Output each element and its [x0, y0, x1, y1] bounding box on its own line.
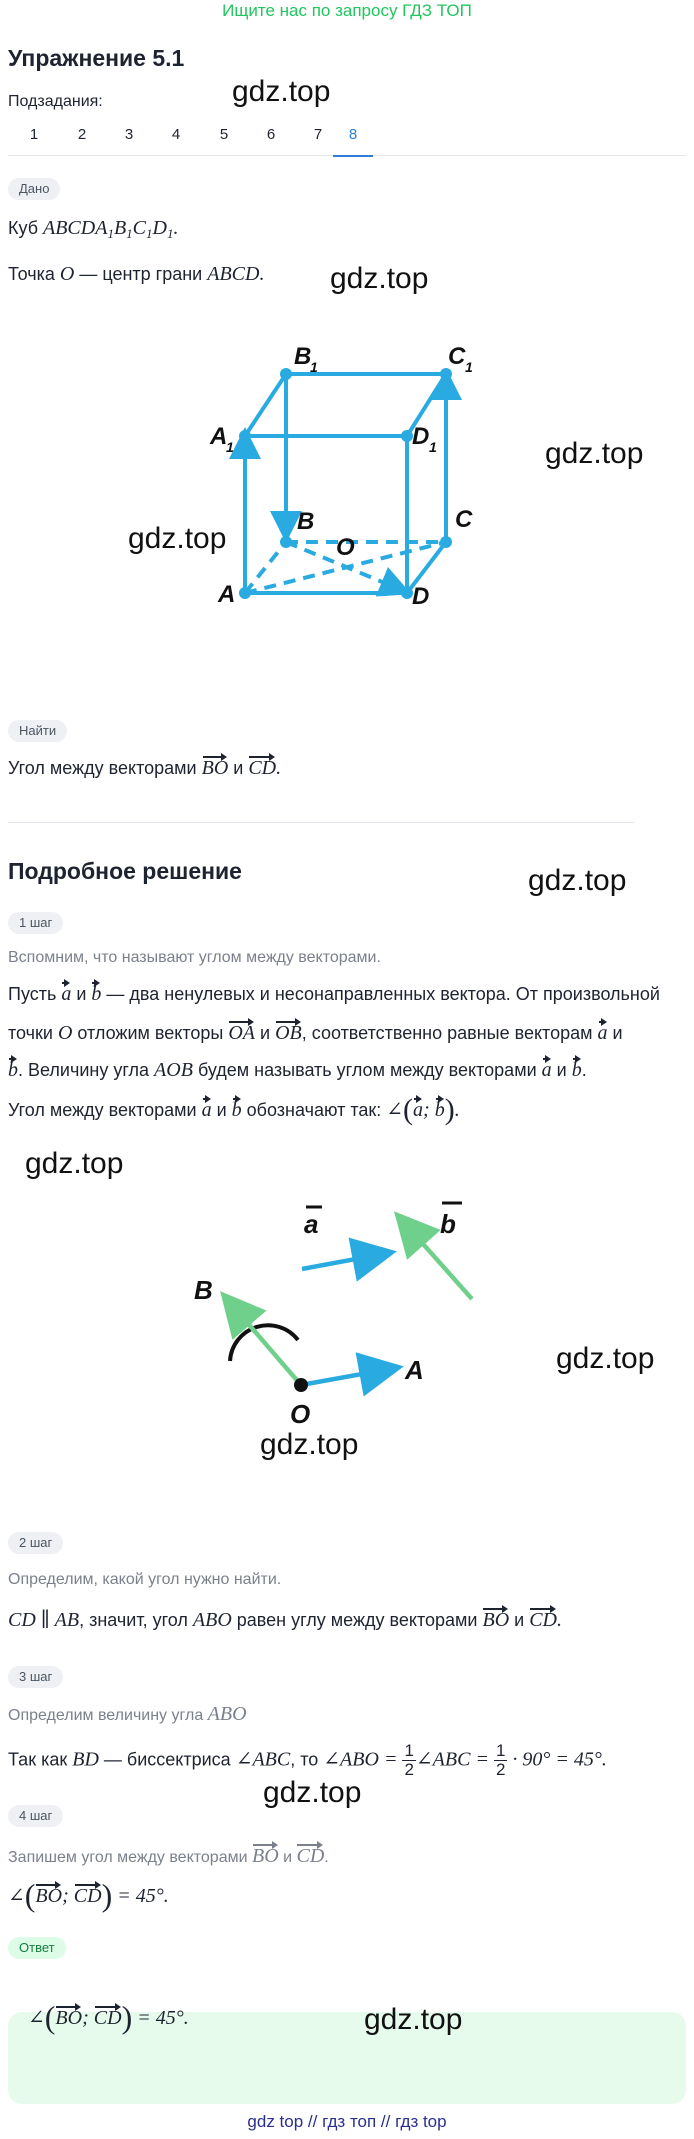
step3-intro — [8, 1702, 247, 1728]
and-text: и — [228, 758, 249, 778]
step1-pill: 1 шаг — [8, 912, 63, 934]
subtask-tab-1[interactable]: 1 — [29, 126, 39, 143]
angle-abo: ABO — [192, 1609, 232, 1631]
vector-cd: CD — [296, 1840, 324, 1868]
label-a-vec: a — [304, 1209, 319, 1239]
watermark: gdz.top — [263, 1776, 362, 1809]
subtask-tab-8[interactable]: 8 — [333, 126, 373, 143]
step3-line-1: Так как BD — биссектриса ∠ABC, то ∠ABO = $\frac{1}{2}$ ∠ABC = $\frac{1}{2}$ · 90° = 45°. — [8, 1741, 607, 1779]
step4-pill: 4 шаг — [8, 1805, 63, 1827]
search-banner[interactable]: Ищите нас по запросу ГДЗ ТОП — [222, 1, 472, 20]
watermark: gdz.top — [528, 864, 627, 897]
step2-intro: Определим, какой угол нужно найти. — [8, 1571, 282, 1588]
step1-intro: Вспомним, что называют углом между векторами. — [8, 949, 381, 966]
subtask-tabs — [8, 114, 686, 156]
vector-ob: OB — [275, 1017, 302, 1045]
step2-pill: 2 шаг — [8, 1532, 63, 1554]
vector-a: a — [598, 1017, 608, 1045]
parallel-expr: CD ∥ AB — [8, 1609, 80, 1631]
find-pill: Найти — [8, 720, 67, 742]
step2-text: равен углу между векторами — [231, 1610, 483, 1630]
angle-abc: ∠ABC — [235, 1748, 291, 1771]
footer-links[interactable]: gdz top // гдз топ // гдз top — [247, 2112, 447, 2131]
label-d: D — [412, 583, 430, 610]
vector-a: a — [202, 1094, 212, 1122]
vector-b: b — [91, 978, 101, 1006]
subtask-tab-6[interactable]: 6 — [266, 126, 276, 143]
step1-text: . Величину угла — [18, 1060, 155, 1080]
step1-text: отложим векторы — [72, 1023, 229, 1043]
step4-intro: Запишем угол между векторами BO и CD. — [8, 1840, 329, 1870]
svg-text:1: 1 — [429, 439, 437, 455]
step3-text: , то — [290, 1749, 324, 1770]
vector-b: b — [232, 1094, 242, 1122]
cube-name: $ABCDA_1B_1C_1D_1$. — [43, 217, 179, 241]
point-o: O — [57, 1022, 73, 1044]
point-o: O — [59, 263, 75, 285]
watermark: gdz.top — [232, 75, 331, 108]
face-name: ABCD — [207, 263, 260, 285]
label-a1: A — [210, 423, 228, 450]
step1-text: и — [71, 984, 92, 1004]
label-b1: B — [294, 343, 312, 370]
vector-bo: BO — [202, 752, 229, 780]
vector-oa: OA — [228, 1017, 255, 1045]
given-pill: Дано — [8, 178, 60, 200]
vector-cd: CD — [529, 1604, 557, 1632]
vector-b: b — [8, 1054, 18, 1082]
label-o-point: O — [290, 1399, 311, 1425]
subtasks-label: Подзадания: — [8, 93, 103, 110]
angle-notation: ∠(a; b). — [386, 1093, 460, 1126]
solution-title: Подробное решение — [8, 858, 242, 884]
answer-value: = 45°. — [137, 2007, 189, 2029]
step3-text: Определим величину угла — [8, 1707, 208, 1724]
step1-text: — два ненулевых и несонаправленных вектора. От произвольной — [101, 984, 660, 1004]
segment-bd: BD — [72, 1748, 99, 1771]
angle-aob: AOB — [154, 1059, 193, 1081]
cube-diagram — [200, 330, 490, 620]
given-line-2: Точка O — центр грани ABCD. — [8, 263, 265, 285]
step1-line-3: b. Величину угла AOB будем называть углом между векторами a и b. — [8, 1054, 587, 1082]
label-b-vec: b — [440, 1209, 456, 1239]
watermark: gdz.top — [556, 1342, 655, 1375]
watermark: gdz.top — [545, 437, 644, 470]
step1-text: точки — [8, 1023, 58, 1043]
page-title: Упражнение 5.1 — [8, 45, 185, 71]
svg-text:1: 1 — [465, 359, 473, 375]
vector-bo: BO — [482, 1604, 509, 1632]
step2-line-1: CD ∥ AB, значит, угол ABO равен углу между векторами BO и CD. — [8, 1604, 562, 1632]
find-text: Угол между векторами — [8, 758, 202, 778]
svg-text:1: 1 — [310, 359, 318, 375]
label-a: A — [218, 581, 236, 608]
subtask-tab-2[interactable]: 2 — [77, 126, 87, 143]
label-o: O — [336, 534, 355, 561]
step1-text: Угол между векторами — [8, 1100, 202, 1120]
given-text: Куб — [8, 218, 43, 238]
given-text: — центр грани — [74, 264, 208, 284]
answer-pill: Ответ — [8, 1937, 66, 1959]
divider — [8, 822, 634, 823]
watermark: gdz.top — [25, 1147, 124, 1180]
watermark: gdz.top — [364, 2003, 463, 2036]
angle-abo: ABO — [207, 1703, 247, 1725]
step2-text: , значит, угол — [79, 1610, 193, 1630]
vector-a: a — [542, 1054, 552, 1082]
label-d1: D — [412, 423, 430, 450]
subtask-tab-7[interactable]: 7 — [313, 126, 323, 143]
step4-text: Запишем угол между векторами — [8, 1849, 252, 1866]
label-b-point: B — [194, 1275, 213, 1305]
step1-line-1 — [8, 978, 660, 1006]
step1-line-2: точки O отложим векторы OA и OB, соответственно равные векторам a и — [8, 1017, 623, 1045]
watermark: gdz.top — [260, 1428, 359, 1461]
step1-line-4: Угол между векторами a и b обозначают так: ∠(a; b). — [8, 1093, 460, 1126]
watermark: gdz.top — [128, 522, 227, 555]
step3-text: — биссектриса — [98, 1749, 236, 1770]
step1-text: будем называть углом между векторами — [192, 1060, 542, 1080]
watermark: gdz.top — [330, 262, 429, 295]
label-c: C — [455, 506, 473, 533]
step3-pill: 3 шаг — [8, 1666, 63, 1688]
angle-diagram — [180, 1185, 500, 1425]
vector-bo: BO — [252, 1840, 279, 1868]
label-c1: C — [448, 343, 466, 370]
given-text: Точка — [8, 264, 60, 284]
subtask-tab-4[interactable]: 4 — [171, 126, 181, 143]
step4-result: ∠(BO; CD) = 45°. — [8, 1877, 169, 1913]
given-line-1 — [8, 216, 178, 246]
label-a-point: A — [405, 1355, 424, 1385]
subtask-tab-3[interactable]: 3 — [124, 126, 134, 143]
vector-cd: CD — [248, 752, 276, 780]
answer-result: ∠(BO; CD) = 45°. — [28, 1999, 189, 2035]
step1-text: обозначают так: — [241, 1100, 387, 1120]
step3-text: Так как — [8, 1749, 73, 1770]
step4-value: = 45°. — [117, 1885, 169, 1907]
subtask-tab-5[interactable]: 5 — [219, 126, 229, 143]
angle-abo: ∠ABO — [323, 1748, 379, 1771]
vector-b: b — [572, 1054, 582, 1082]
step1-text: , соответственно равные векторам — [301, 1023, 598, 1043]
svg-text:1: 1 — [226, 439, 234, 455]
label-b: B — [297, 508, 315, 535]
find-line: Угол между векторами BO и CD. — [8, 752, 281, 780]
step1-text: Пусть — [8, 984, 62, 1004]
vector-a: a — [61, 978, 71, 1006]
